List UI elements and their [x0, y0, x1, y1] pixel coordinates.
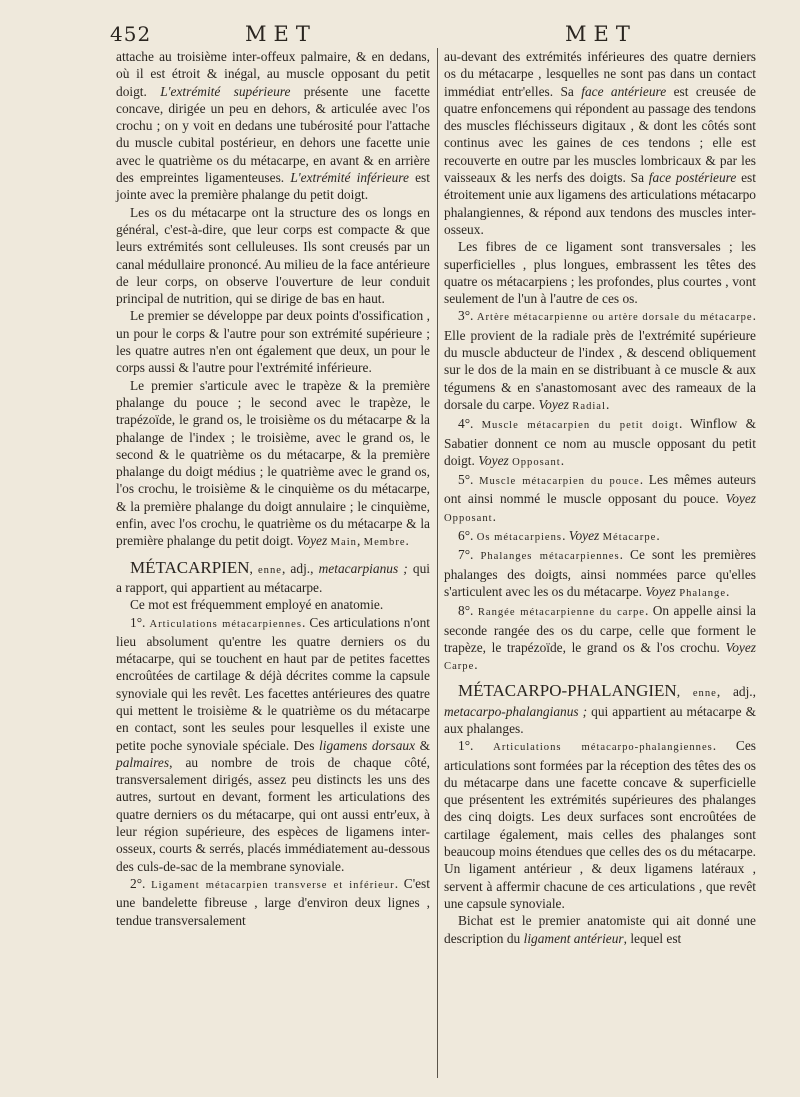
paragraph: 4°. Muscle métacarpien du petit doigt. Winflow & Sabatier donnent ce nom au muscle opposant du petit doigt. Voyez Opposant. [444, 416, 756, 468]
paragraph: Les fibres de ce ligament sont transversales ; les superficielles , plus longues, embrassent les têtes des quatre os métacarpiens ; les profondes, plus courtes , vont seulement de l'un à l'autre de ces os. [444, 239, 756, 307]
paragraph: attache au troisième inter-offeux palmaire, & en dedans, où il est étroit & inégal, au muscle opposant du petit doigt. L'extrémité supérieure présente une facette concave, dirigée un peu en dehors, & articulée avec l'os crochu ; on y voit en dedans une tubérosité pour l'attache du muscle cubital postérieur, en dehors une facette unie avec le quatrième os du métacarpe, en avant & en arrière des empreintes ligamenteuses. L'extrémité inférieure est jointe avec la première phalange du petit doigt. [116, 49, 430, 203]
paragraph: 8°. Rangée métacarpienne du carpe. On appelle ainsi la seconde rangée des os du carpe, celle que forment le trapèze, le trapézoïde, le grand os & l'os crochu. Voyez Carpe. [444, 603, 756, 673]
paragraph: au-devant des extrémités inférieures des quatre derniers os du métacarpe , lesquelles ne sont pas dans un contact immédiat entr'elles. Sa face antérieure est creusée de quatre enfoncemens qui répondent au passage des tendons des muscles fléchisseurs digitaux , & dont les côtés sont continus avec les gaines de ces tendons ; elle est recouverte en outre par les muscles lombricaux & par les vaisseaux & les nerfs des doigts. Sa face postérieure est étroitement unie aux ligamens des articulations métacarpo phalangiennes, & répond aux tendons des muscles inter-osseux. [444, 49, 756, 237]
paragraph: Bichat est le premier anatomiste qui ait donné une description du ligament antérieur, lequel est [444, 913, 756, 946]
paragraph: Ce mot est fréquemment employé en anatomie. [130, 597, 384, 613]
right-column [444, 48, 756, 947]
column-divider [437, 48, 438, 1078]
headword: MÉTACARPO-PHALANGIEN [458, 681, 677, 701]
paragraph: Le premier s'articule avec le trapèze & la première phalange du pouce ; le second avec le trapèze, le trapézoïde, le grand os, le troisième os du métacarpe & la phalange de l'index ; le troisième, avec le grand os, le second & le quatrième os du métacarpe, & la première phalange du doigt médius ; le quatrième avec le grand os, l'os crochu, le troisième & le cinquième os du métacarpe, & la première phalange du doigt annulaire ; le cinquième, enfin, avec l'os crochu, le quatrième os du métacarpe & la première phalange du petit doigt. Voyez Main, Membre. [116, 377, 430, 549]
paragraph: 1°. Articulations métacarpiennes. Ces articulations n'ont lieu absolument qu'entre les quatre derniers os du métacarpe, qui se touchent en haut par de petites facettes encroûtées de cartilage & déjà décrites comme la capsule synoviale qui les revêt. Les facettes antérieures des quatre qui mettent le troisième & le quatrième os du métacarpe en contact, sont les seules pour lesquelles il existe une petite poche synoviale spéciale. Des ligamens dorsaux & palmaires, au nombre de trois de chaque côté, transversalement dirigés, assez peu distincts les uns des autres, surtout en devant, forment les articulations des quatre derniers os du métacarpe, qui ont aussi entr'eux, à leur région supérieure, des espèces de ligamens inter-osseux, courts & serrés, placés immédiatement au-dessous des culs-de-sac de la membrane synoviale. [116, 614, 430, 874]
paragraph: 3°. Artère métacarpienne ou artère dorsale du métacarpe. Elle provient de la radiale près de l'extrémité supérieure du muscle abducteur de l'index , & descend obliquement sur le dos de la main en se distribuant à ce muscle & aux tégumens & en s'anastomosant avec des rameaux de la dorsale du carpe. Voyez Radial. [444, 308, 756, 412]
entry-metacarpien: MÉTACARPIEN, enne, adj., metacarpianus ; qui a rapport, qui appartient au métacarpe. [116, 557, 430, 595]
running-head-right: MET [565, 22, 637, 46]
running-head-left: MET [245, 22, 317, 46]
page-number: 452 [110, 22, 152, 46]
paragraph: Les os du métacarpe ont la structure des os longs en général, c'est-à-dire, que leur corps est compacte & que leurs extrémités sont celluleuses. Ils sont creusés par un canal médullaire prononcé. Au milieu de la face antérieure de leur corps, on observe l'ouverture de leur conduit principal de nutrition, qui se dirige de bas en haut. [116, 204, 430, 307]
paragraph: 7°. Phalanges métacarpiennes. Ce sont les premières phalanges des doigts, ainsi nommées parce qu'elles s'articulent avec les os du métacarpe. Voyez Phalange. [444, 547, 757, 599]
paragraph: 5°. Muscle métacarpien du pouce. Les mêmes auteurs ont ainsi nommé le muscle opposant du pouce. Voyez Opposant. [444, 472, 757, 524]
left-column [116, 48, 430, 929]
entry-metacarpo-phalangien: MÉTACARPO-PHALANGIEN, enne, adj., metacarpo-phalangianus ; qui appartient au métacarpe & aux phalanges. [444, 681, 756, 736]
paragraph: 1°. Articulations métacarpo-phalangiennes. Ces articulations sont formées par la réception des têtes des os du métacarpe dans une facette concave & superficielle que présentent les extrémités supérieures des phalanges des cinq doigts. Les deux surfaces sont encroûtées de cartilage également, mais celles des phalanges sont beaucoup moins étendues que celles des os du métacarpe. Un ligament antérieur , & deux ligamens latéraux , servent à affermir chacune de ces articulations , que revêt une capsule synoviale. [444, 738, 756, 911]
paragraph: Le premier se développe par deux points d'ossification , un pour le corps & l'autre pour son extrémité supérieure ; les quatre autres n'en ont également que deux, un pour le corps aussi & l'autre pour l'extrémité inférieure. [116, 308, 430, 376]
paragraph: 6°. Os métacarpiens. Voyez Métacarpe. [458, 528, 660, 544]
paragraph: 2°. Ligament métacarpien transverse et inférieur. C'est une bandelette fibreuse , large d'environ deux lignes , tendue transversalement [116, 875, 430, 928]
headword: MÉTACARPIEN [130, 557, 250, 577]
